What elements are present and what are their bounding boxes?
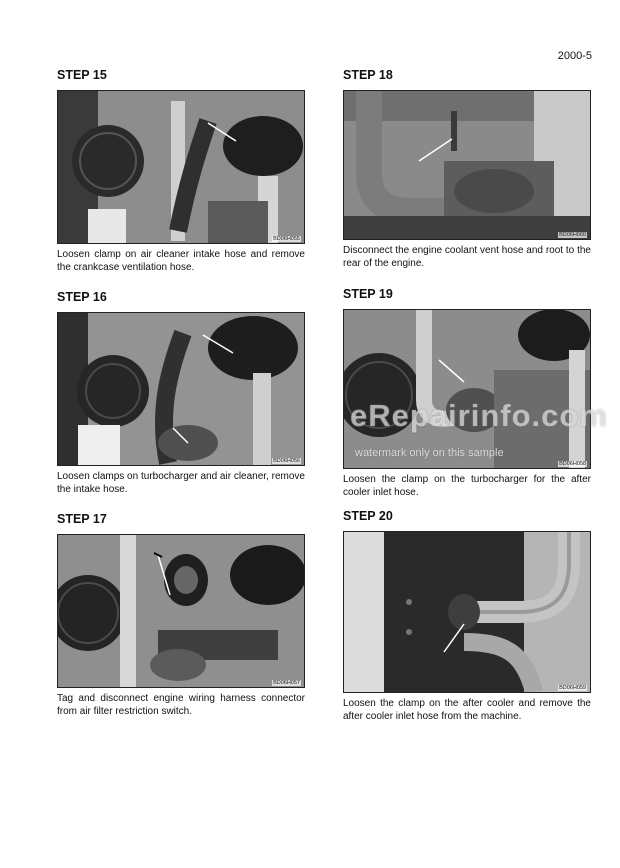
engine-photo-after-cooler [344, 532, 590, 692]
engine-photo-coolant-vent [344, 91, 590, 239]
step-caption: Disconnect the engine coolant vent hose and root to the rear of the engine. [343, 245, 591, 269]
step-caption: Loosen the clamp on the after cooler and remove the after cooler inlet hose from the machine. [343, 698, 591, 722]
step-18 [343, 68, 591, 270]
step-title: STEP 16 [57, 290, 107, 304]
engine-photo-turbocharger-clamp [344, 310, 590, 468]
step-16 [57, 290, 305, 496]
photo-code: BD06H058 [559, 461, 586, 467]
engine-photo-air-cleaner [58, 91, 304, 243]
step-photo [57, 534, 305, 688]
step-photo [57, 312, 305, 466]
step-photo [343, 90, 591, 240]
engine-photo-turbocharger [58, 313, 304, 465]
step-title: STEP 17 [57, 512, 107, 526]
photo-code: BD06H060 [559, 232, 586, 238]
photo-code: BD06H056 [273, 458, 300, 464]
step-caption: Loosen clamp on air cleaner intake hose and remove the crankcase ventilation hose. [57, 249, 305, 273]
step-title: STEP 19 [343, 287, 393, 301]
step-title: STEP 18 [343, 68, 393, 82]
watermark-note: watermark only on this sample [355, 447, 504, 459]
step-caption: Loosen the clamp on the turbocharger for the after cooler inlet hose. [343, 474, 591, 498]
step-photo [343, 309, 591, 469]
watermark-brand: eRepairinfo.com [350, 398, 608, 433]
step-photo [57, 90, 305, 244]
page-number: 2000-5 [557, 50, 592, 62]
step-photo [343, 531, 591, 693]
photo-code: BD06H057 [273, 680, 300, 686]
photo-code: BD06H059 [559, 685, 586, 691]
step-caption: Tag and disconnect engine wiring harness connector from air filter restriction switch. [57, 693, 305, 717]
photo-code: BD06H055 [273, 236, 300, 242]
step-title: STEP 20 [343, 509, 393, 523]
step-17 [57, 512, 305, 718]
step-title: STEP 15 [57, 68, 107, 82]
step-19 [343, 287, 591, 499]
step-caption: Loosen clamps on turbocharger and air cleaner, remove the intake hose. [57, 471, 305, 495]
engine-photo-wiring-harness [58, 535, 304, 687]
step-15 [57, 68, 305, 274]
step-20 [343, 509, 591, 723]
